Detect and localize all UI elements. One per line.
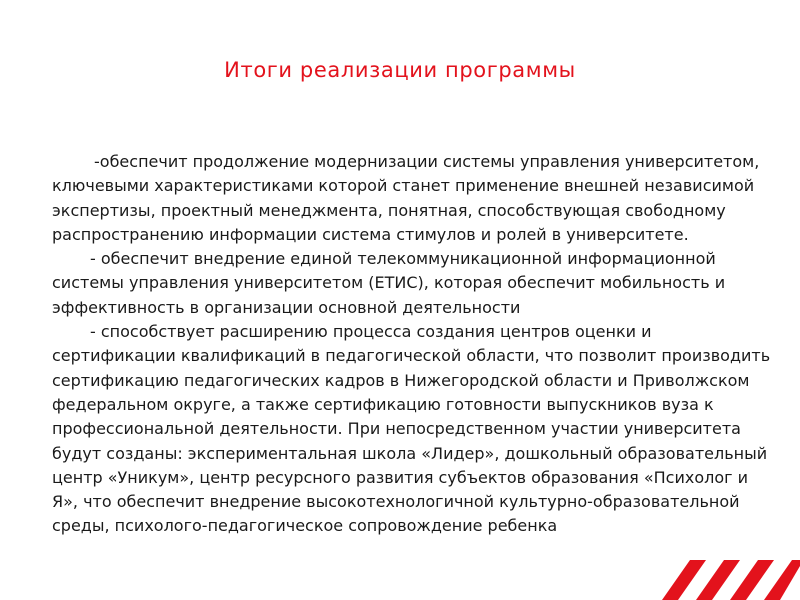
paragraph-certification: - способствует расширению процесса создания центров оценки и сертификации квалификаций в педагогической области, что позволит производить сертификацию педагогических кадров в Нижегородской области и Приволжском федеральном округе, а также сертификацию готовности выпускников вуза к профессиональной деятельности. При непосредственном участии университета будут созданы: экспериментальная школа «Лидер», дошкольный образовательный центр «Уникум», центр ресурсного развития субъектов образования «Психолог и Я», что обеспечит внедрение высокотехнологичной культурно-образовательной среды, психолого-педагогическое сопровождение ребенка — [52, 322, 771, 536]
paragraph-etis: - обеспечит внедрение единой телекоммуникационной информационной системы управления университетом (ЕТИС), которая обеспечит мобильность и эффективность в организации основной деятельности — [52, 249, 726, 317]
decorative-stripes-icon — [640, 560, 800, 600]
slide-title: Итоги реализации программы — [224, 58, 576, 82]
paragraph-governance: -обеспечит продолжение модернизации системы управления университетом, ключевыми характеристиками которой станет применение внешней независимой экспертизы, проектный менеджмента, понятная, способствующая свободному распространению информации система стимулов и ролей в университете. — [52, 152, 760, 244]
slide-body — [52, 150, 772, 539]
